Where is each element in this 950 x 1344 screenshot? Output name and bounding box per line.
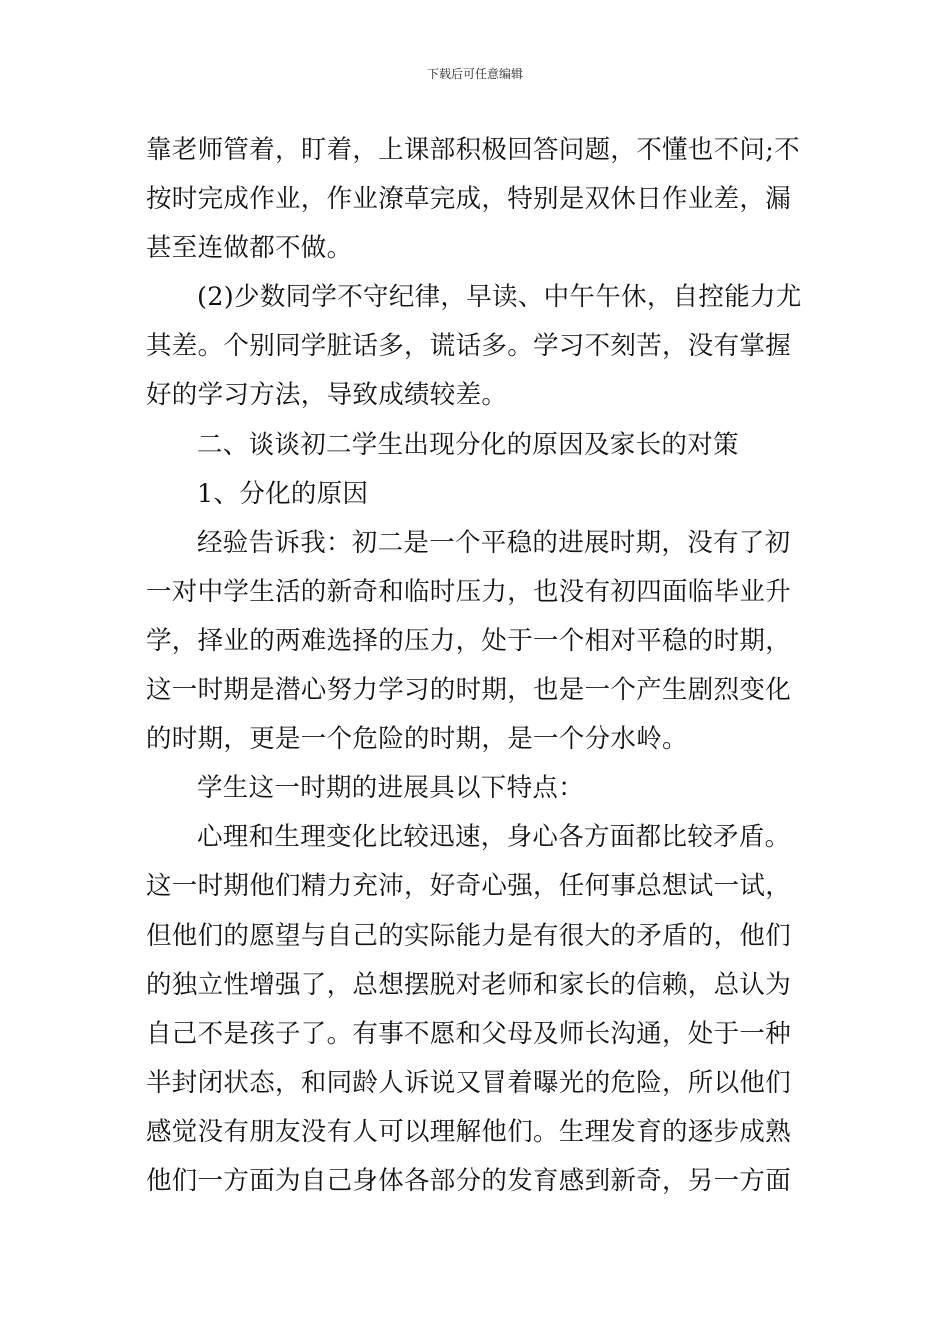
text-line: 但他们的愿望与自己的实际能力是有很大的矛盾的，他们 xyxy=(146,920,792,951)
text-line: 半封闭状态，和同龄人诉说又冒着曝光的危险，所以他们 xyxy=(146,1067,792,1098)
text-line: 心理和生理变化比较迅速，身心各方面都比较矛盾。 xyxy=(197,822,791,853)
text-line: 这一时期是潜心努力学习的时期，也是一个产生剧烈变化 xyxy=(146,675,792,706)
text-line: 好的学习方法，导致成绩较差。 xyxy=(146,380,508,411)
text-line: 靠老师管着，盯着，上课部积极回答问题，不懂也不问;不 xyxy=(146,135,800,165)
section-heading: 二、谈谈初二学生出现分化的原因及家长的对策 xyxy=(197,429,739,460)
text-line: 他们一方面为自己身体各部分的发育感到新奇，另一方面 xyxy=(146,1165,792,1196)
text-line: (2)少数同学不守纪律，早读、中午午休，自控能力尤 xyxy=(197,282,802,313)
text-line: 感觉没有朋友没有人可以理解他们。生理发育的逐步成熟 xyxy=(146,1116,792,1147)
text-line: 按时完成作业，作业潦草完成，特别是双休日作业差，漏 xyxy=(146,184,792,215)
text-line: 这一时期他们精力充沛，好奇心强，任何事总想试一试， xyxy=(146,871,792,902)
text-line: 自己不是孩子了。有事不愿和父母及师长沟通，处于一种 xyxy=(146,1018,792,1049)
subsection-heading: 1、分化的原因 xyxy=(197,478,369,509)
text-line: 学生这一时期的进展具以下特点： xyxy=(197,773,585,804)
text-line: 一对中学生活的新奇和临时压力，也没有初四面临毕业升 xyxy=(146,576,792,607)
text-line: 甚至连做都不做。 xyxy=(146,233,353,264)
text-line: 的时期，更是一个危险的时期，是一个分水岭。 xyxy=(146,724,688,755)
text-line: 学，择业的两难选择的压力，处于一个相对平稳的时期， xyxy=(146,625,792,656)
text-line: 其差。个别同学脏话多，谎话多。学习不刻苦，没有掌握 xyxy=(146,331,792,362)
text-line: 的独立性增强了，总想摆脱对老师和家长的信赖，总认为 xyxy=(146,969,792,1000)
text-line: 经验告诉我：初二是一个平稳的进展时期，没有了初 xyxy=(197,527,791,558)
page-header-note: 下载后可任意编辑 xyxy=(426,67,523,81)
document-body xyxy=(146,130,808,1210)
